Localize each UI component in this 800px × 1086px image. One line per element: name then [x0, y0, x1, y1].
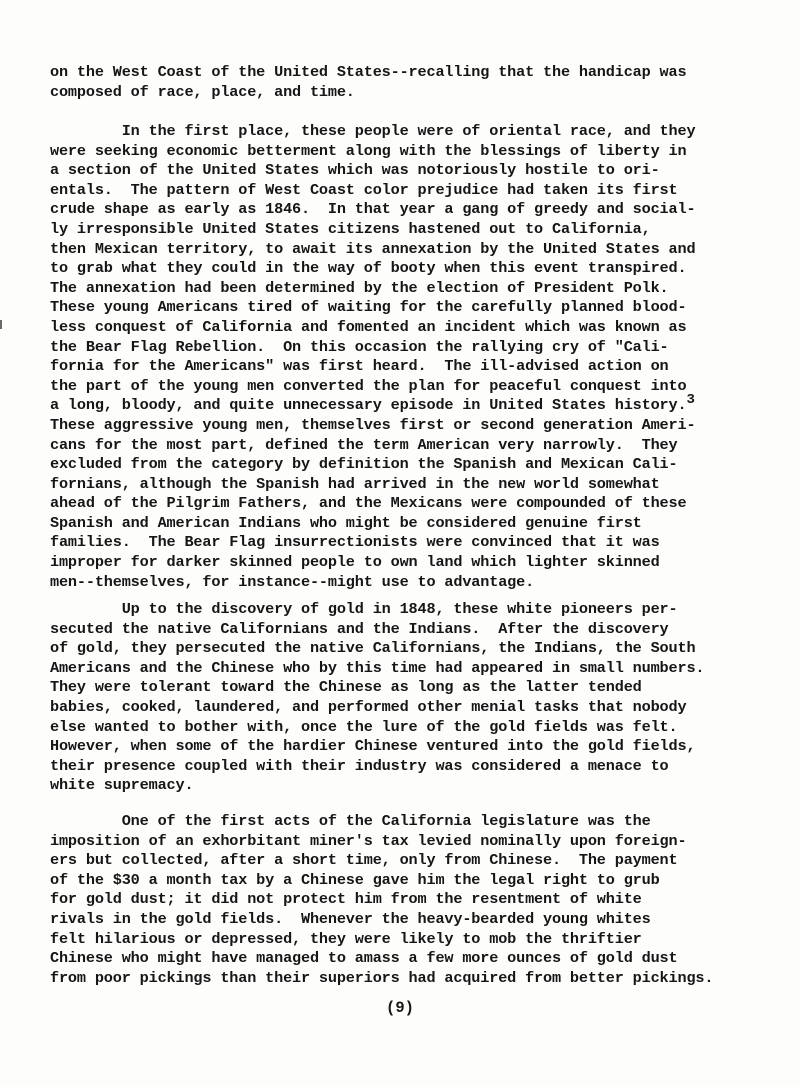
- text-line: Spanish and American Indians who might be considered genuine first: [50, 513, 642, 532]
- text-line: Americans and the Chinese who by this time had appeared in small numbers.: [50, 658, 705, 677]
- text-line: on the West Coast of the United States--recalling that the handicap was: [50, 63, 687, 81]
- paragraph-4: [50, 812, 750, 988]
- text-line: ly irresponsible United States citizens hastened out to California,: [50, 219, 651, 238]
- paragraph-2: [50, 122, 750, 592]
- text-line: from poor pickings than their superiors had acquired from better pickings.: [50, 968, 714, 987]
- footnote-marker: 3: [686, 392, 695, 409]
- text-line: They were tolerant toward the Chinese as long as the latter tended: [50, 678, 642, 697]
- text-line: ers but collected, after a short time, only from Chinese. The payment: [50, 851, 678, 870]
- text-line: were seeking economic betterment along with the blessings of liberty in: [50, 141, 687, 160]
- text-line: These young Americans tired of waiting for the carefully planned blood-: [50, 298, 687, 317]
- text-line: men--themselves, for instance--might use to advantage.: [50, 572, 535, 591]
- paragraph-1: [50, 63, 750, 102]
- page-number: (9): [386, 999, 414, 1017]
- margin-mark: [0, 320, 2, 329]
- text-line: rivals in the gold fields. Whenever the heavy-bearded young whites: [50, 909, 651, 928]
- text-line: a section of the United States which was notoriously hostile to ori-: [50, 161, 660, 180]
- text-line: The annexation had been determined by the election of President Polk.: [50, 278, 669, 297]
- text-line: cans for the most part, defined the term American very narrowly. They: [50, 435, 678, 454]
- text-line: for gold dust; it did not protect him from the resentment of white: [50, 890, 642, 909]
- text-line: fornians, although the Spanish had arrived in the new world somewhat: [50, 474, 660, 493]
- text-line: entals. The pattern of West Coast color prejudice had taken its first: [50, 180, 678, 199]
- text-line-content: a long, bloody, and quite unnecessary episode in United States history.: [50, 396, 687, 415]
- text-line: improper for darker skinned people to own land which lighter skinned: [50, 553, 660, 572]
- text-line-with-footnote: [50, 392, 750, 416]
- text-line: excluded from the category by definition the Spanish and Mexican Cali-: [50, 455, 678, 474]
- text-line: One of the first acts of the California legislature was the: [50, 812, 651, 830]
- text-line: In the first place, these people were of oriental race, and they: [50, 122, 696, 140]
- text-line: families. The Bear Flag insurrectionists were convinced that it was: [50, 533, 660, 552]
- text-line: of gold, they persecuted the native Californians, the Indians, the South: [50, 639, 696, 658]
- text-line: of the $30 a month tax by a Chinese gave him the legal right to grub: [50, 870, 660, 889]
- text-line: their presence coupled with their industry was considered a menace to: [50, 756, 669, 775]
- text-line: Up to the discovery of gold in 1848, these white pioneers per-: [50, 600, 678, 618]
- text-line: These aggressive young men, themselves first or second generation Ameri-: [50, 415, 696, 434]
- text-line: white supremacy.: [50, 776, 194, 795]
- text-line: the Bear Flag Rebellion. On this occasion the rallying cry of "Cali-: [50, 337, 669, 356]
- text-line: the part of the young men converted the plan for peaceful conquest into: [50, 376, 687, 395]
- text-line: felt hilarious or depressed, they were likely to mob the thriftier: [50, 929, 642, 948]
- text-line: babies, cooked, laundered, and performed other menial tasks that nobody: [50, 697, 687, 716]
- text-line: However, when some of the hardier Chinese ventured into the gold fields,: [50, 737, 696, 756]
- text-line: ahead of the Pilgrim Fathers, and the Mexicans were compounded of these: [50, 494, 687, 513]
- text-line: fornia for the Americans" was first heard. The ill-advised action on: [50, 357, 669, 376]
- text-line: composed of race, place, and time.: [50, 82, 355, 101]
- text-line: else wanted to bother with, once the lure of the gold fields was felt.: [50, 717, 678, 736]
- text-line: imposition of an exhorbitant miner's tax levied nominally upon foreign-: [50, 831, 687, 850]
- text-line: crude shape as early as 1846. In that year a gang of greedy and social-: [50, 200, 696, 219]
- text-line: to grab what they could in the way of booty when this event transpired.: [50, 259, 687, 278]
- paragraph-3: [50, 600, 750, 796]
- text-line: then Mexican territory, to await its annexation by the United States and: [50, 239, 696, 258]
- text-line: secuted the native Californians and the Indians. After the discovery: [50, 619, 669, 638]
- text-line: Chinese who might have managed to amass a few more ounces of gold dust: [50, 949, 678, 968]
- text-line: less conquest of California and fomented an incident which was known as: [50, 317, 687, 336]
